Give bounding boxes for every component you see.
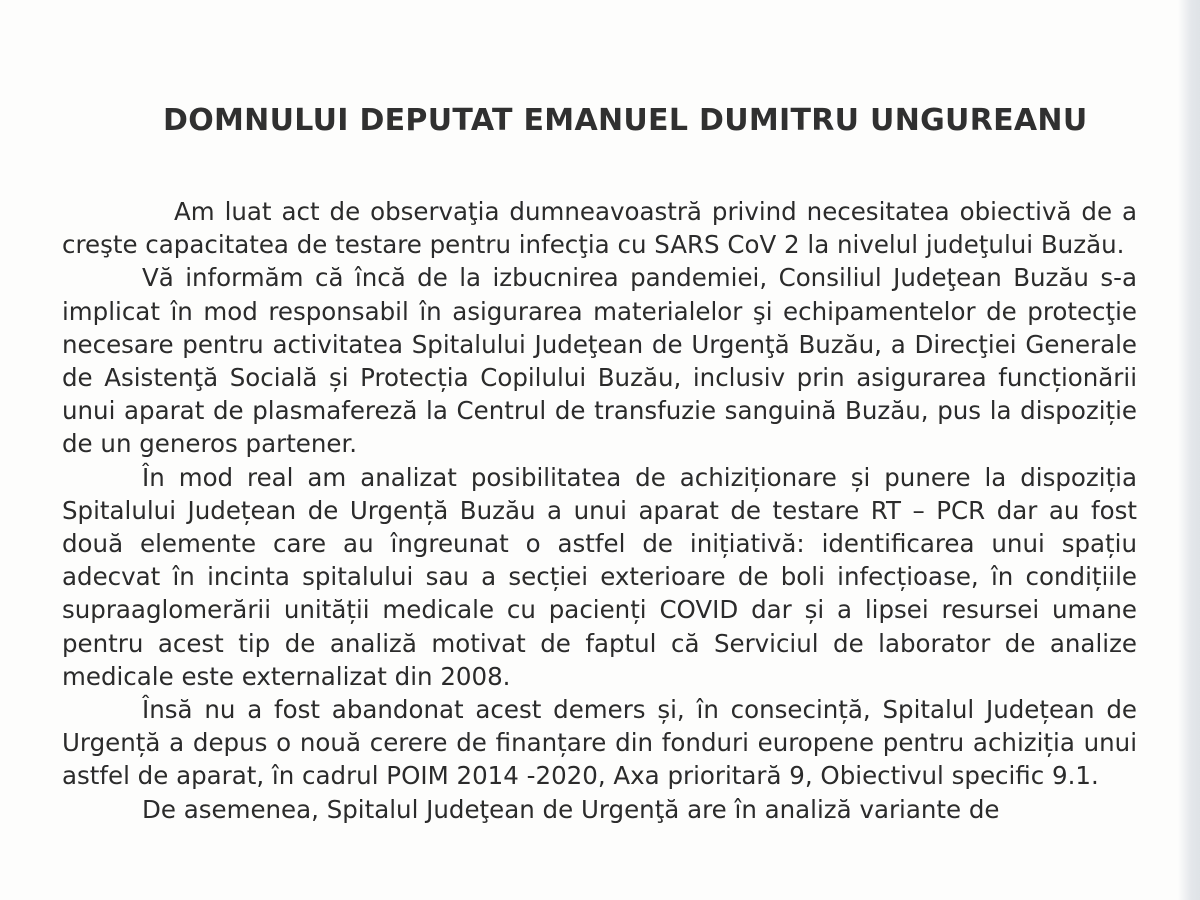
paragraph-pandemic-response: Vă informăm că încă de la izbucnirea pandemiei, Consiliul Judeţean Buzău s-a implicat în mod responsabil în asigurarea materialelor şi echipamentelor de protecţie necesare pentru activitatea Spitalului Judeţean de Urgenţă Buzău, a Direcţiei Generale de Asistenţă Socială și Protecția Copilului Buzău, inclusiv prin asigurarea funcționării unui aparat de plasmafereză la Centrul de transfuzie sanguină Buzău, pus la dispoziție de un generos partener. — [62, 263, 1137, 459]
paragraph-observation: Am luat act de observaţia dumneavoastră privind necesitatea obiectivă de a creşte capacitatea de testare pentru infecţia cu SARS CoV 2 la nivelul judeţului Buzău. — [62, 197, 1137, 260]
paragraph-funding-request: Însă nu a fost abandonat acest demers și, în consecință, Spitalul Județean de Urgență a depus o nouă cerere de finanțare din fonduri europene pentru achiziția unui astfel de aparat, în cadrul POIM 2014 -2020, Axa prioritară 9, Obiectivul specific 9.1. — [62, 695, 1137, 791]
paragraph-alternatives: De asemenea, Spitalul Judeţean de Urgenţă are în analiză variante de — [142, 794, 1000, 824]
document-title: DOMNULUI DEPUTAT EMANUEL DUMITRU UNGUREANU — [163, 103, 1088, 138]
document-body — [62, 195, 1137, 826]
page-edge-shadow — [1178, 0, 1200, 900]
paragraph-pcr-analysis: În mod real am analizat posibilitatea de achiziționare și punere la dispoziția Spitalului Județean de Urgență Buzău a unui aparat de testare RT – PCR dar au fost două elemente care au îngreunat o astfel de inițiativă: identificarea unui spațiu adecvat în incinta spitalului sau a secției exterioare de boli infecțioase, în condițiile supraaglomerării unității medicale cu pacienți COVID dar și a lipsei resursei umane pentru acest tip de analiză motivat de faptul că Serviciul de laborator de analize medicale este externalizat din 2008. — [62, 462, 1137, 691]
